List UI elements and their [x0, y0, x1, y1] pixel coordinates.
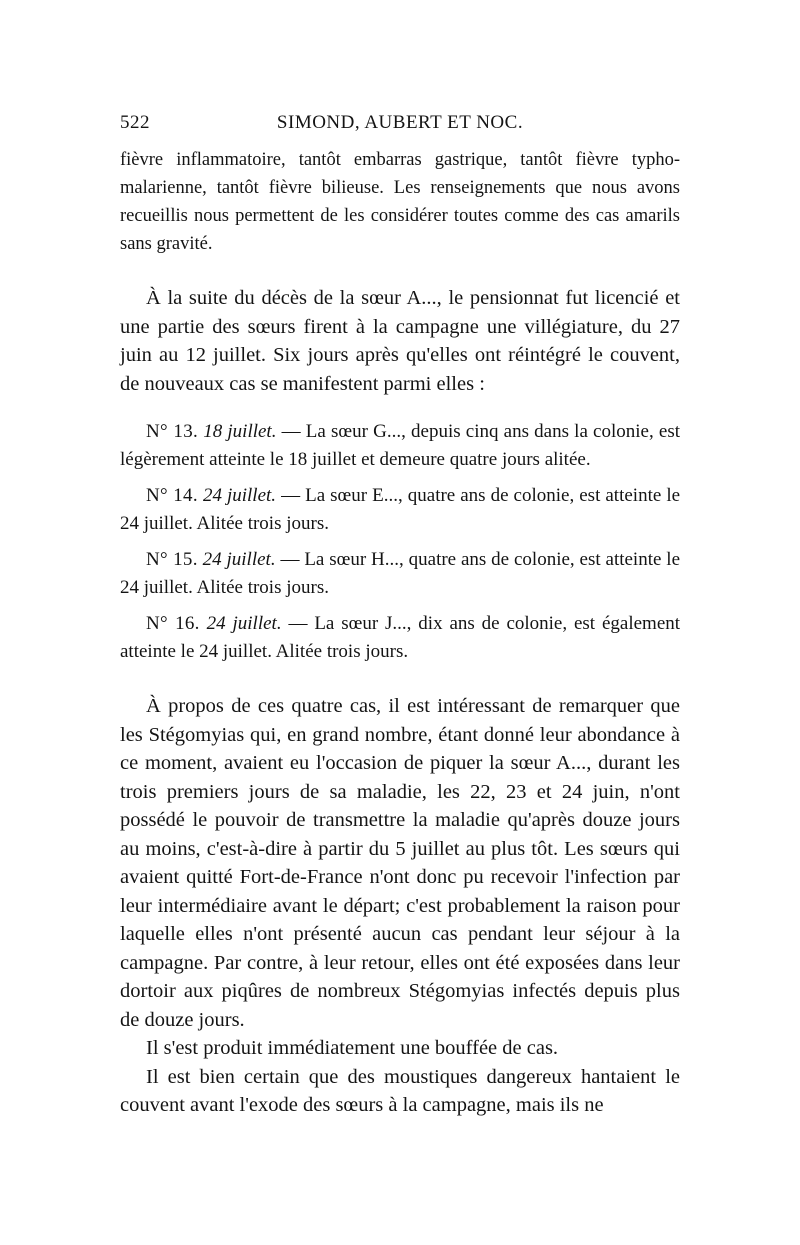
spacer [120, 474, 680, 482]
page-body [120, 146, 680, 1120]
case-number: N° 15. [146, 549, 198, 570]
case-text: — La sœur E..., quatre ans de colonie, est atteinte le 24 juillet. Alitée trois jours. [120, 485, 681, 534]
spacer [120, 602, 680, 610]
paragraph-continued: fièvre inflammatoire, tantôt embarras gastrique, tantôt fièvre typho-malarienne, tantôt fièvre bilieuse. Les renseignements que nous avons recueillis nous permettent de les considérer toutes comme des cas amarils sans gravité. [120, 150, 680, 254]
case-number: N° 16. [146, 613, 200, 634]
case-date: 24 juillet. [202, 485, 277, 506]
paragraph-discussion: À propos de ces quatre cas, il est intéressant de remarquer que les Stégomyias qui, en grand nombre, étant donné leur abondance à ce moment, avaient eu l'occasion de piquer la sœur A..., durant les trois premiers jours de sa maladie, les 22, 23 et 24 juin, n'ont possédé le pouvoir de transmettre la maladie qu'après douze jours au moins, c'est-à-dire à partir du 5 juillet au plus tôt. Les sœurs qui avaient quitté Fort-de-France n'ont donc pu recevoir l'infection par leur intermédiaire avant le départ; c'est probablement la raison pour laquelle elles n'ont présenté aucun cas pendant leur séjour à la campagne. Par contre, à leur retour, elles ont été exposées dans leur dortoir aux piqûres de nombreux Stégomyias infectés depuis plus de douze jours. [120, 695, 680, 1031]
spacer [120, 258, 680, 284]
case-entry [120, 482, 680, 538]
paragraph-departure: À la suite du décès de la sœur A..., le pensionnat fut licencié et une partie des sœurs firent à la campagne une villégiature, du 27 juin au 12 juillet. Six jours après qu'elles ont réintégré le couvent, de nouveaux cas se manifestent parmi elles : [120, 287, 680, 395]
case-date: 18 juillet. [203, 421, 277, 442]
running-title: SIMOND, AUBERT ET NOC. [276, 112, 524, 133]
case-date: 24 juillet. [202, 549, 276, 570]
page-number: 522 [120, 112, 150, 133]
case-text: — La sœur J..., dix ans de colonie, est également atteinte le 24 juillet. Alitée trois jours. [120, 613, 681, 662]
case-entry [120, 610, 680, 666]
page-header [120, 112, 680, 142]
spacer [120, 666, 680, 692]
case-date: 24 juillet. [206, 613, 282, 634]
case-text: — La sœur G..., depuis cinq ans dans la colonie, est légèrement atteinte le 18 juillet et demeure quatre jours alitée. [120, 421, 681, 470]
case-entry [120, 418, 680, 474]
case-number: N° 14. [146, 485, 198, 506]
spacer [120, 538, 680, 546]
paragraph-mosquitoes: Il est bien certain que des moustiques dangereux hantaient le couvent avant l'exode des sœurs à la campagne, mais ils ne [120, 1065, 680, 1116]
paragraph-outbreak: Il s'est produit immédiatement une bouffée de cas. [146, 1037, 559, 1059]
case-entry [120, 546, 680, 602]
case-text: — La sœur H..., quatre ans de colonie, est atteinte le 24 juillet. Alitée trois jours. [120, 549, 681, 598]
case-number: N° 13. [146, 421, 199, 442]
spacer [120, 398, 680, 418]
